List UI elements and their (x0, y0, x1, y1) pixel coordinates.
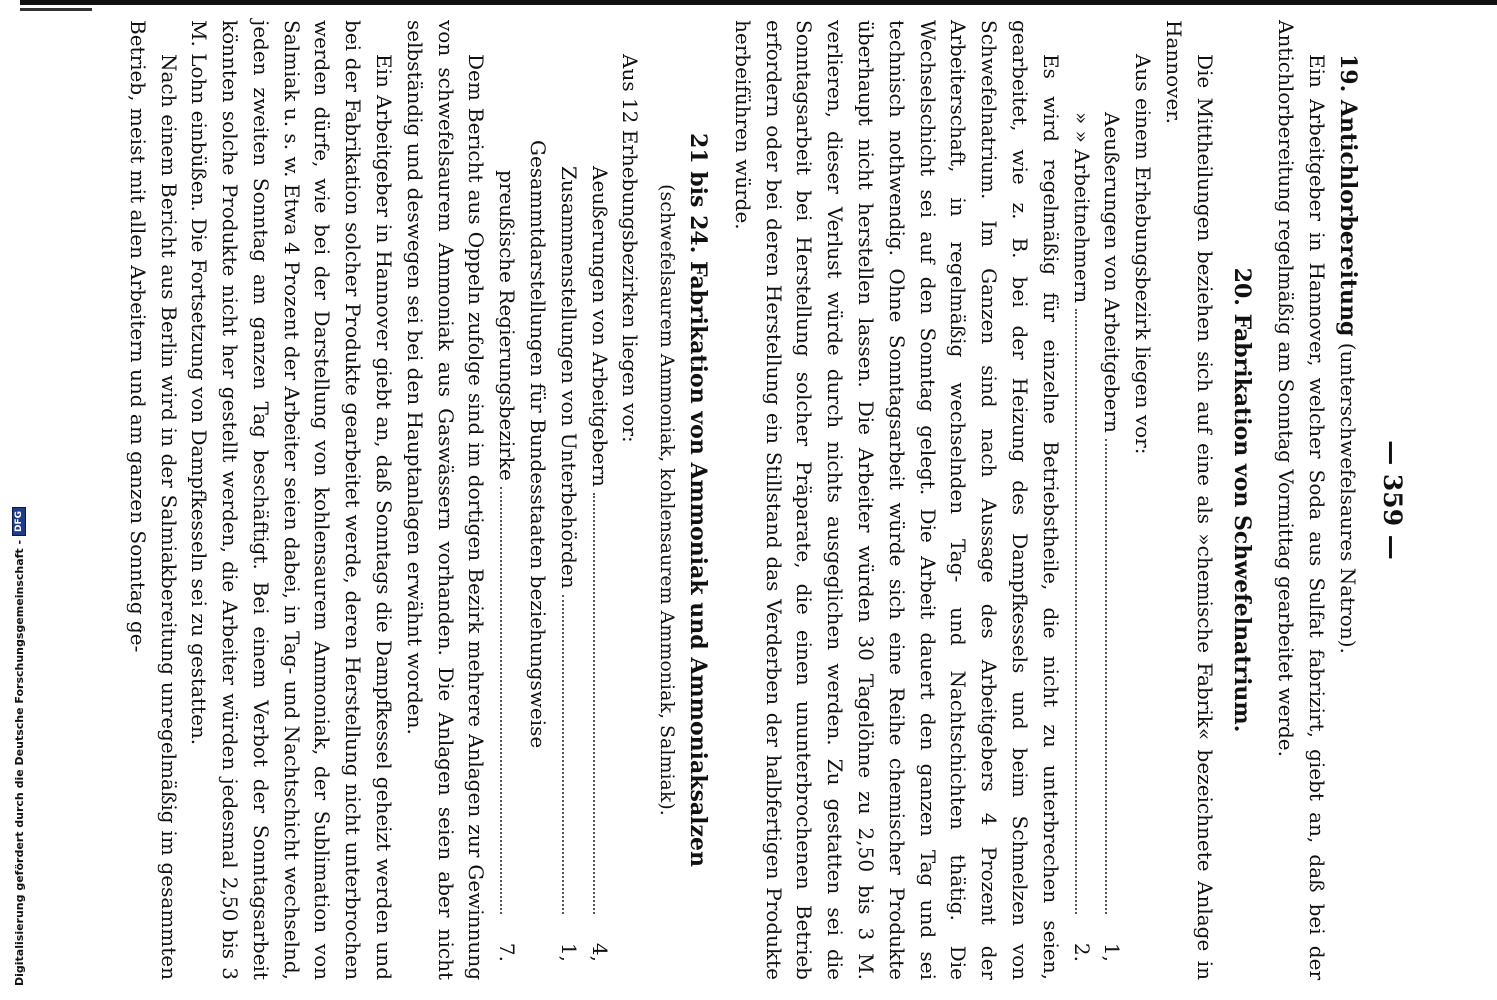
dot-leader (1105, 439, 1107, 914)
page-number: — 359 — (1378, 440, 1407, 560)
dot-leader (500, 487, 502, 914)
item-label: Aeußerungen von Arbeitgebern (587, 166, 612, 487)
item-count: 1, (556, 942, 581, 962)
section-21-24-paragraph-hannover: Ein Arbeitgeber in Hannover giebt an, daß Sonntags die Dampfkessel geheizt werden und bei der Fabrikation solcher Produkte gearbeitet werde, deren Herstellung nicht unterbrochen werden dürfe, wie bei der Darstellung von kohlensaurem Ammoniak, der Sublimation von Salmiak u. s. w. Etwa 4 Prozent der Arbeiter seien dabei, in Tag- und Nachtschicht wechselnd, jeden zweiten Sonntag am ganzen Tag beschäftigt. Bei einem Verbot der Sonntagsarbeit könnten solche Produkte nicht her gestellt werden, die Arbeiter würden jedesmal 2,50 bis 3 M. Lohn einbüßen. Die Fortsetzung von Dampfkesseln sei zu gestatten. (187, 20, 397, 980)
section-19-title: 19. Antichlorbereitung (1335, 54, 1361, 337)
section-19-text: Ein Arbeitgeber in Hannover, welcher Soda aus Sulfat fabrizirt, giebt an, daß bei der Antichlorbereitung regelmäßig am Sonntag Vormittag gearbeitet werde. (1274, 20, 1330, 980)
section-19-title-suffix: (unterschwefelsaures Natron). (1336, 336, 1360, 654)
section-21-24-item-authorities (553, 20, 584, 980)
item-label-continued: preußische Regierungsbezirke (495, 170, 520, 481)
digitization-credit (11, 0, 27, 986)
section-20-item-employers (1097, 20, 1128, 980)
section-21-24-title: 21 bis 24. Fabrikation von Ammoniak und Ammoniaksalzen (685, 133, 712, 867)
dot-leader (593, 493, 595, 914)
section-20-title: 20. Fabrikation von Schwefelnatrium. (1228, 267, 1255, 733)
rotated-page-content (47, 20, 1407, 980)
item-count: 1, (1100, 942, 1125, 962)
dfg-logo: DFG (12, 507, 26, 536)
item-label: Zusammenstellungen von Unterbehörden (556, 166, 581, 589)
section-20-text: Es wird regelmäßig für einzelne Betriebstheile, die nicht zu unterbrechen seien, gearbeitet, wie z. B. bei der Heizung des Dampfkessels und beim Schmelzen von Schwefelnatrium. Im Ganzen sind nach Aussage des Arbeitgebers 4 Prozent der Arbeiterschaft, in regelmäßig wechselnden Tag- und Nachtschichten thätig. Die Wechselschicht sei auf den Sonntag gelegt. Die Arbeit dauert den ganzen Tag und sei technisch nothwendig. Ohne Sonntagsarbeit würde sich eine Reihe chemischer Produkte überhaupt nicht herstellen lassen. Die Arbeiter würden 30 Tagelöhne zu 2,50 bis 3 M. verlieren, dieser Verlust würde durch nichts ausgeglichen werden. Zu gestatten sei die Sonntagsarbeit bei Herstellung solcher Präparate, die einen ununterbrochenen Betrieb erfordern oder bei deren Herstellung ein Stillstand das Verderben der halbfertigen Produkte herbeiführen würde. (730, 20, 1063, 980)
item-label: Aeußerungen von Arbeitgebern (1100, 112, 1125, 433)
item-count: 7. (495, 942, 520, 962)
page-top-border-cap (20, 8, 92, 11)
section-21-24-paragraph-oppeln: Dem Bericht aus Oppeln zufolge sind im dortigen Bezirk mehrere Anlagen zur Gewinnung von schwefelsaurem Ammoniak aus Gaswässern vorhanden. Die Anlagen seien aber nicht selbständig und deswegen sei bei den Hauptanlagen erwähnt worden. (402, 20, 489, 980)
section-21-24-subtitle: (schwefelsaurem Ammoniak, kohlensaurem Ammoniak, Salmiak). (656, 184, 679, 816)
item-label: » » Arbeitnehmern (1069, 112, 1094, 304)
section-20-intro: Die Mittheilungen beziehen sich auf eine als »chemische Fabrik« bezeichnete Anlage in Hannover. (1162, 20, 1217, 980)
section-21-24-item-employers (584, 20, 615, 980)
section-19-heading (1332, 20, 1363, 980)
page-top-border (20, 0, 1497, 5)
section-20-lead: Aus einem Erhebungsbezirk liegen vor: (1131, 54, 1156, 455)
dot-leader (562, 595, 564, 914)
section-20-item-employees (1066, 20, 1097, 980)
section-21-24-item-overviews (491, 20, 553, 980)
item-label: Gesammtdarstellungen für Bundesstaaten beziehungsweise (526, 140, 551, 749)
dot-leader (1075, 309, 1077, 914)
section-21-24-paragraph-berlin: Nach einem Bericht aus Berlin wird in der Salmiakbereitung unregelmäßig im gesammten Betrieb, meist mit allen Arbeitern und am ganzen Sonntag ge- (125, 20, 181, 980)
digitization-credit-text: Digitalisierung gefördert durch die Deutsche Forschungsgemeinschaft - (12, 539, 26, 986)
section-21-24-lead: Aus 12 Erhebungsbezirken liegen vor: (618, 54, 643, 443)
item-count: 4, (587, 942, 612, 962)
item-count: 2. (1069, 942, 1094, 962)
